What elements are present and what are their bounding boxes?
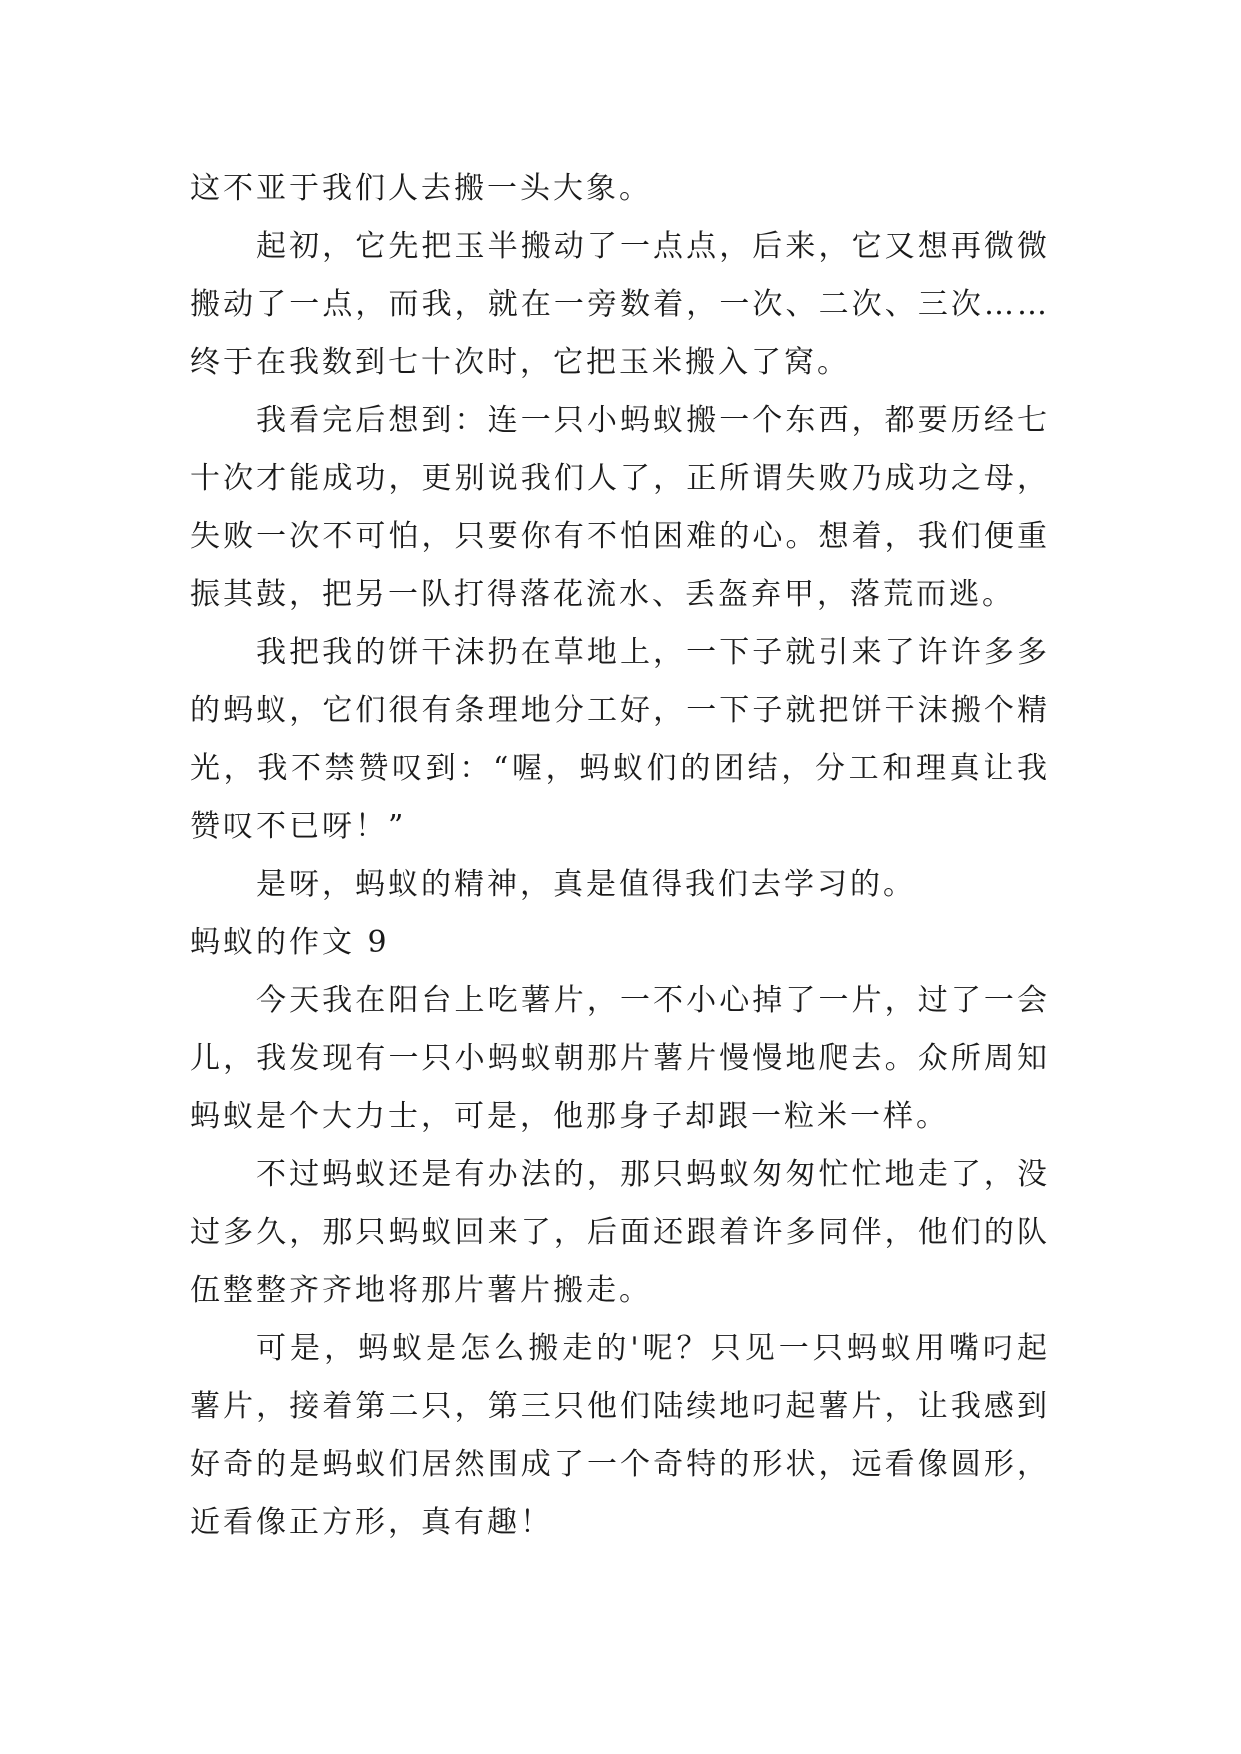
paragraph: 我把我的饼干沫扔在草地上，一下子就引来了许许多多的蚂蚁，它们很有条理地分工好，一下子就把饼干沫搬个精光，我不禁赞叹到：“喔，蚂蚁们的团结，分工和理真让我赞叹不已呀！” bbox=[190, 635, 1050, 844]
paragraph: 可是，蚂蚁是怎么搬走的'呢？只见一只蚂蚁用嘴叼起薯片，接着第二只，第三只他们陆续地叼起薯片，让我感到好奇的是蚂蚁们居然围成了一个奇特的形状，远看像圆形，近看像正方形，真有趣！ bbox=[190, 1331, 1050, 1540]
essay-title: 蚂蚁的作文 9 bbox=[190, 925, 390, 960]
paragraph: 起初，它先把玉半搬动了一点点，后来，它又想再微微搬动了一点，而我，就在一旁数着，一次、二次、三次……终于在我数到七十次时，它把玉米搬入了窝。 bbox=[190, 229, 1050, 380]
paragraph: 不过蚂蚁还是有办法的，那只蚂蚁匆匆忙忙地走了，没过多久，那只蚂蚁回来了，后面还跟着许多同伴，他们的队伍整整齐齐地将那片薯片搬走。 bbox=[190, 1157, 1050, 1308]
paragraph: 是呀，蚂蚁的精神，真是值得我们去学习的。 bbox=[256, 867, 916, 902]
paragraph: 今天我在阳台上吃薯片，一不小心掉了一片，过了一会儿，我发现有一只小蚂蚁朝那片薯片慢慢地爬去。众所周知蚂蚁是个大力士，可是，他那身子却跟一粒米一样。 bbox=[190, 983, 1050, 1134]
essay-body bbox=[190, 160, 1050, 1552]
paragraph: 我看完后想到：连一只小蚂蚁搬一个东西，都要历经七十次才能成功，更别说我们人了，正所谓失败乃成功之母，失败一次不可怕，只要你有不怕困难的心。想着，我们便重振其鼓，把另一队打得落花流水、丢盔弃甲，落荒而逃。 bbox=[190, 403, 1050, 612]
paragraph: 这不亚于我们人去搬一头大象。 bbox=[190, 171, 652, 206]
